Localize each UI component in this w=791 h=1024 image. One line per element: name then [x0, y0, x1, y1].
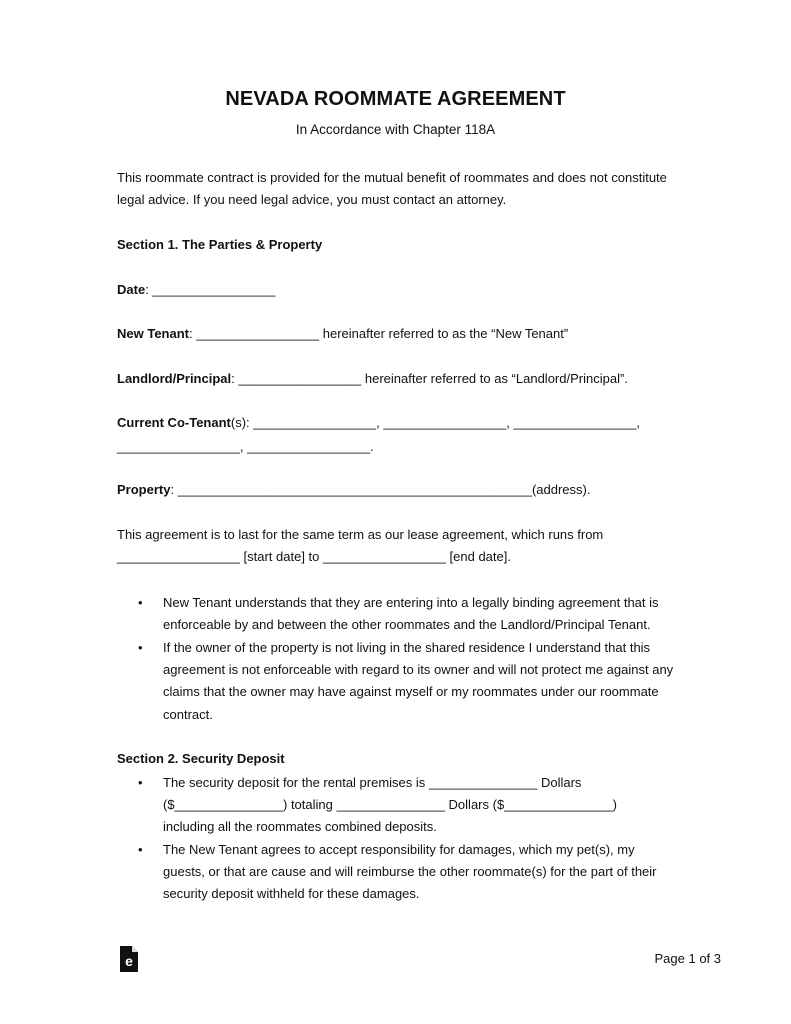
property-label: Property: [117, 482, 171, 497]
bullet-marker: •: [138, 775, 143, 790]
date-field[interactable]: [117, 279, 275, 301]
cotenant-field[interactable]: [117, 412, 640, 434]
date-blank: : _________________: [145, 282, 276, 297]
s1-bullet-2-line-3: claims that the owner may have against myself or my roommates under our roommate: [163, 684, 659, 699]
s2-bullet-2-line-1: The New Tenant agrees to accept responsibility for damages, which my pet(s), my: [163, 842, 635, 857]
eforms-logo-icon: [119, 946, 139, 972]
s1-bullet-2-line-4: contract.: [163, 707, 213, 722]
property-field[interactable]: [117, 479, 590, 501]
bullet-marker: •: [138, 842, 143, 857]
s1-bullet-2-line-1: If the owner of the property is not living in the shared residence I understand that this: [163, 640, 651, 655]
new-tenant-field[interactable]: [117, 323, 568, 345]
intro-line-2: legal advice. If you need legal advice, you must contact an attorney.: [117, 192, 507, 207]
cotenant-label: Current Co-Tenant: [117, 415, 231, 430]
term-line-1: This agreement is to last for the same term as our lease agreement, which runs from: [117, 527, 604, 542]
bullet-marker: •: [138, 595, 143, 610]
new-tenant-label: New Tenant: [117, 326, 189, 341]
landlord-label: Landlord/Principal: [117, 371, 232, 386]
new-tenant-blank: : _________________ hereinafter referred to as the “New Tenant”: [189, 326, 569, 341]
bullet-marker: •: [138, 640, 143, 655]
s2-bullet-2-line-3: security deposit withheld for these damages.: [163, 886, 420, 901]
intro-line-1: This roommate contract is provided for the mutual benefit of roommates and does not constitute: [117, 170, 667, 185]
s2-bullet-1-line-3: including all the roommates combined deposits.: [163, 819, 437, 834]
eforms-logo-letter: e: [125, 953, 133, 969]
cotenant-field-line-2[interactable]: _________________, _________________.: [117, 439, 374, 454]
page-number: Page 1 of 3: [654, 951, 721, 966]
s1-bullet-2-line-2: agreement is not enforceable with regard to its owner and will not protect me against any: [163, 662, 674, 677]
s2-bullet-2-line-2: guests, or that are cause and will reimburse the other roommate(s) for the part of their: [163, 864, 657, 879]
section-2-heading: Section 2. Security Deposit: [117, 751, 285, 766]
s1-bullet-1-line-2: enforceable by and between the other roommates and the Landlord/Principal Tenant.: [163, 617, 651, 632]
date-label: Date: [117, 282, 146, 297]
property-blank: : _________________________________________________(address).: [170, 482, 591, 497]
s2-bullet-1-line-1[interactable]: The security deposit for the rental premises is _______________ Dollars: [163, 775, 582, 790]
section-1-heading: Section 1. The Parties & Property: [117, 237, 323, 252]
landlord-field[interactable]: [117, 368, 628, 390]
term-line-2[interactable]: _________________ [start date] to _________________ [end date].: [117, 549, 511, 564]
document-title: NEVADA ROOMMATE AGREEMENT: [225, 88, 566, 110]
cotenant-blanks: (s): _________________, _________________, _________________,: [230, 415, 641, 430]
document-subtitle: In Accordance with Chapter 118A: [295, 122, 496, 137]
landlord-blank: : _________________ hereinafter referred to as “Landlord/Principal”.: [231, 371, 628, 386]
s2-bullet-1-line-2[interactable]: ($_______________) totaling _______________ Dollars ($_______________): [163, 797, 617, 812]
s1-bullet-1-line-1: New Tenant understands that they are entering into a legally binding agreement that is: [163, 595, 659, 610]
